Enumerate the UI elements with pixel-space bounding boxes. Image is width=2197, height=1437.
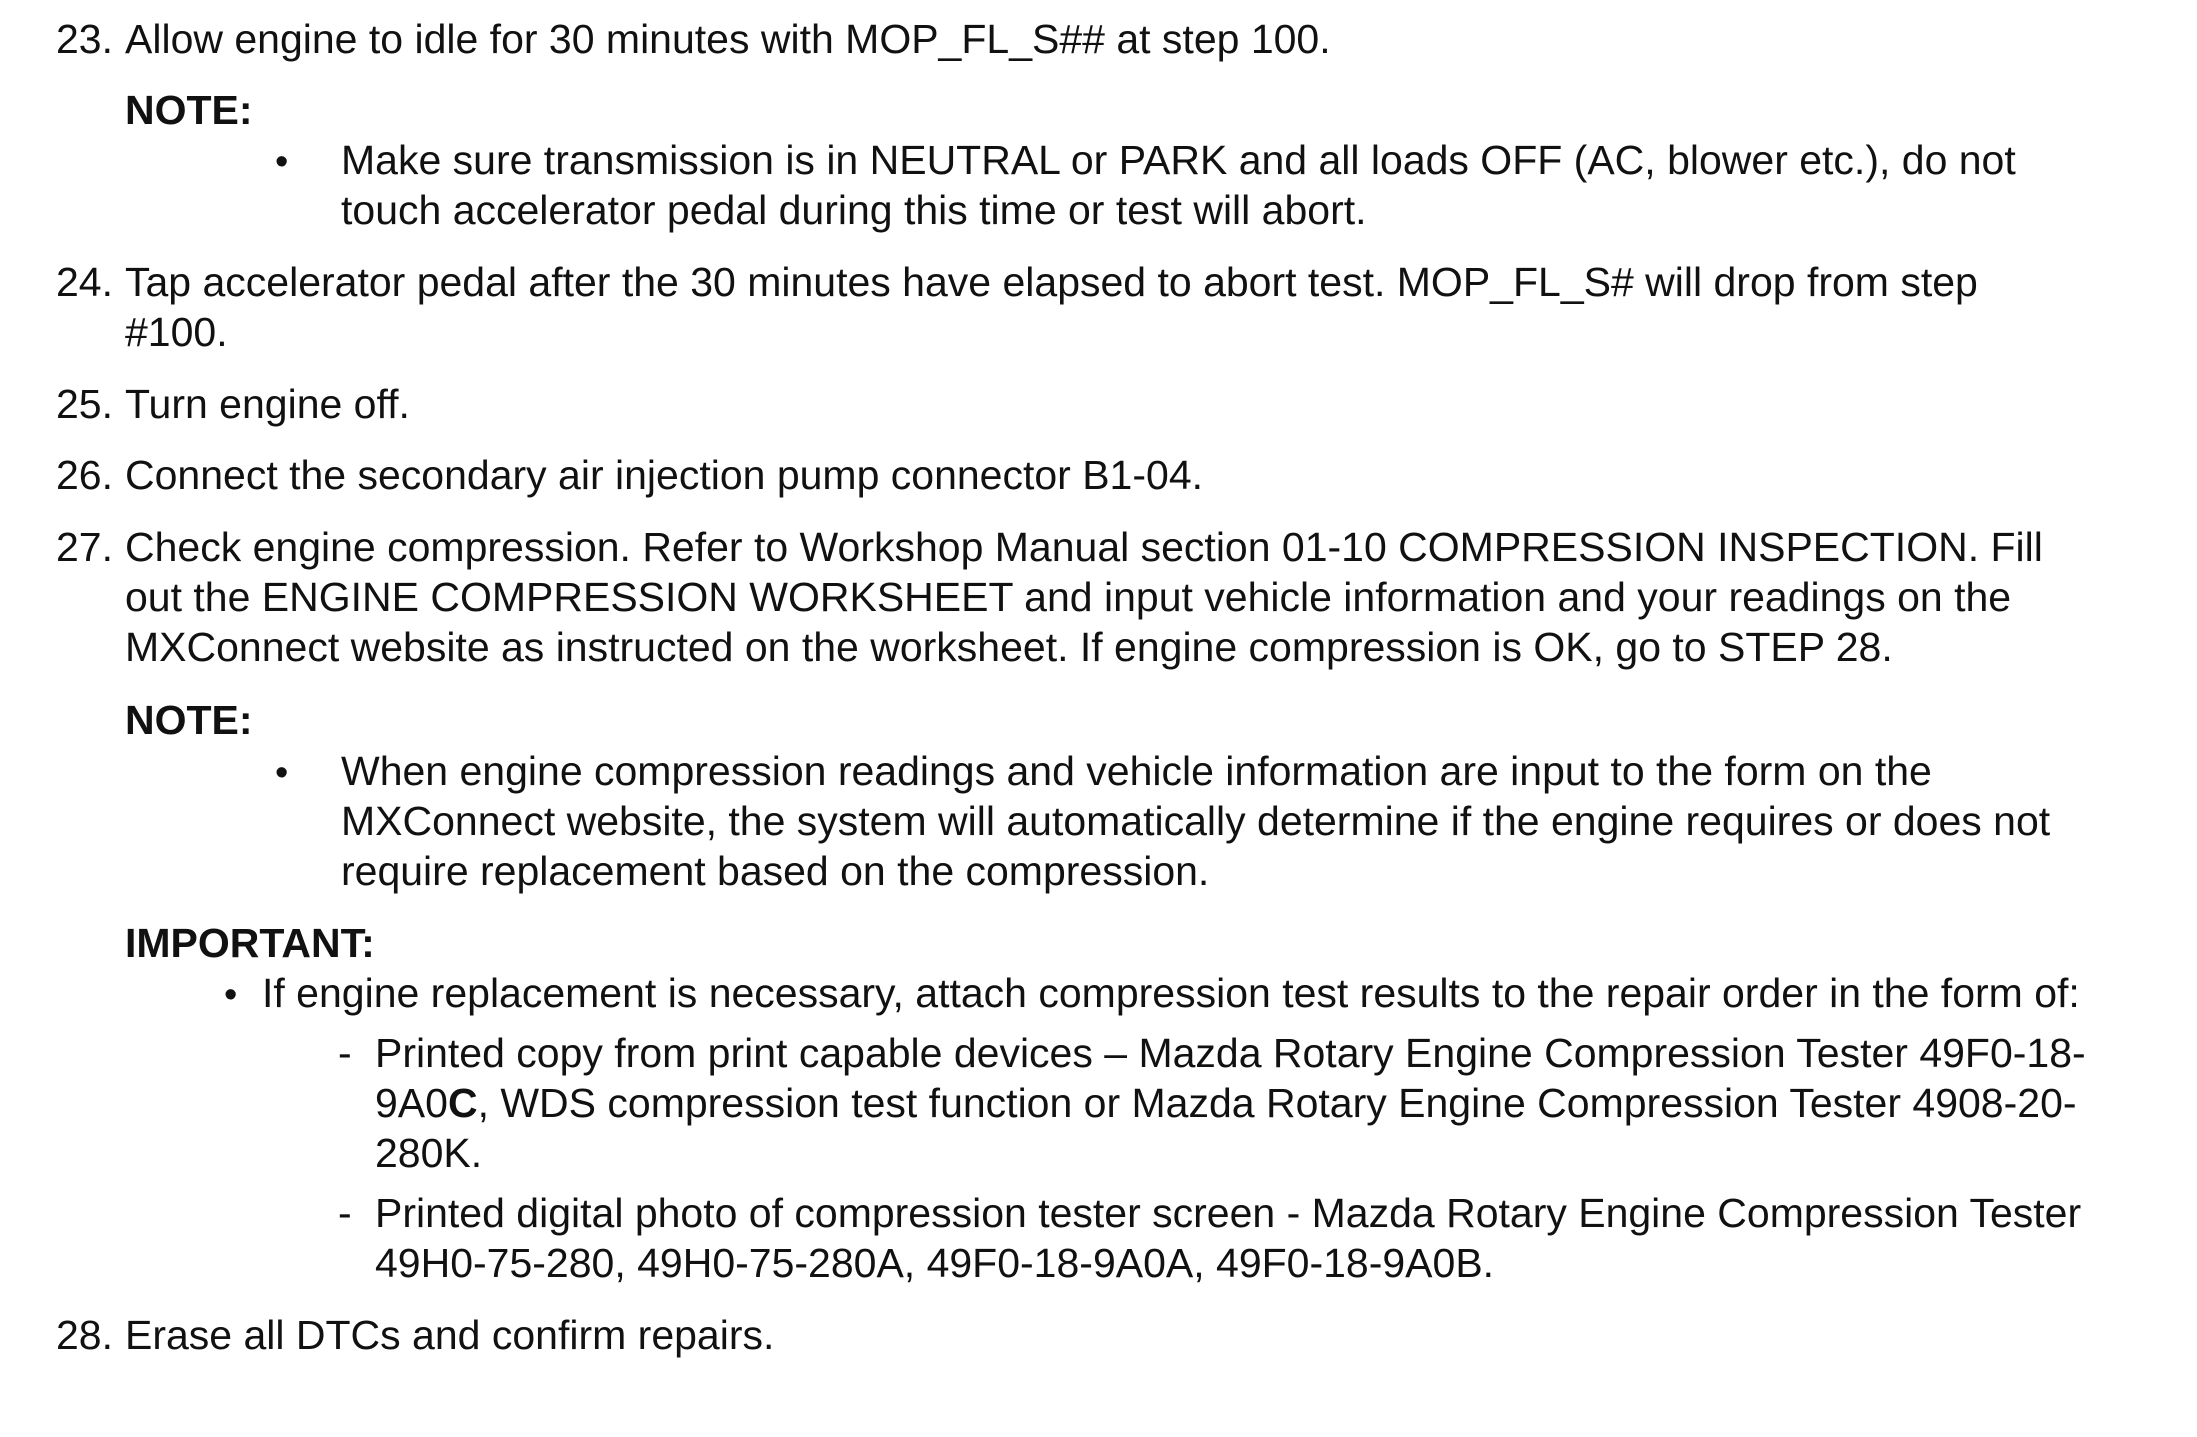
step-number: 28. xyxy=(56,1312,113,1358)
bullet-icon: • xyxy=(275,752,289,794)
step-number: 25. xyxy=(56,381,113,427)
step-text: Allow engine to idle for 30 minutes with MOP_FL_S## at step 100. xyxy=(125,16,1331,62)
sub-item-text xyxy=(375,1080,2077,1126)
important-label: IMPORTANT: xyxy=(125,920,375,966)
dash-icon: - xyxy=(338,1030,352,1076)
step-number: 24. xyxy=(56,259,113,305)
note-text: MXConnect website, the system will automatically determine if the engine requires or does not xyxy=(341,798,2051,844)
important-text: If engine replacement is necessary, attach compression test results to the repair order in the form of: xyxy=(262,970,2080,1016)
step-text: Turn engine off. xyxy=(125,381,410,427)
step-text: out the ENGINE COMPRESSION WORKSHEET and input vehicle information and your readings on the xyxy=(125,574,2012,620)
step-number: 26. xyxy=(56,452,113,498)
note-text: touch accelerator pedal during this time or test will abort. xyxy=(341,187,1367,233)
note-label: NOTE: xyxy=(125,87,253,133)
sub-item-text: Printed digital photo of compression tester screen - Mazda Rotary Engine Compression Tester xyxy=(375,1190,2082,1236)
sub-item-text-part: , WDS compression test function or Mazda Rotary Engine Compression Tester 4908-20- xyxy=(477,1080,2077,1126)
sub-item-text: Printed copy from print capable devices – Mazda Rotary Engine Compression Tester 49F0-18- xyxy=(375,1030,2086,1076)
dash-icon: - xyxy=(338,1190,352,1236)
step-text: Erase all DTCs and confirm repairs. xyxy=(125,1312,775,1358)
sub-item-text-bold: C xyxy=(447,1080,478,1126)
step-text: #100. xyxy=(125,309,228,355)
sub-item-text: 280K. xyxy=(375,1130,483,1176)
step-text: Tap accelerator pedal after the 30 minutes have elapsed to abort test. MOP_FL_S# will drop from step xyxy=(125,259,1978,305)
note-text: When engine compression readings and vehicle information are input to the form on the xyxy=(341,748,1932,794)
step-number: 27. xyxy=(56,524,113,570)
bullet-icon: • xyxy=(275,141,289,183)
step-text: Check engine compression. Refer to Workshop Manual section 01-10 COMPRESSION INSPECTION. Fill xyxy=(125,524,2043,570)
step-number: 23. xyxy=(56,16,113,62)
note-text: require replacement based on the compression. xyxy=(341,848,1210,894)
step-text: MXConnect website as instructed on the worksheet. If engine compression is OK, go to STEP 28. xyxy=(125,624,1893,670)
sub-item-text-part: 9A0 xyxy=(375,1080,448,1126)
step-text: Connect the secondary air injection pump connector B1-04. xyxy=(125,452,1204,498)
bullet-icon: • xyxy=(224,974,238,1016)
note-label: NOTE: xyxy=(125,697,253,743)
sub-item-text: 49H0-75-280, 49H0-75-280A, 49F0-18-9A0A, 49F0-18-9A0B. xyxy=(375,1240,1495,1286)
note-text: Make sure transmission is in NEUTRAL or PARK and all loads OFF (AC, blower etc.), do not xyxy=(341,137,2016,183)
